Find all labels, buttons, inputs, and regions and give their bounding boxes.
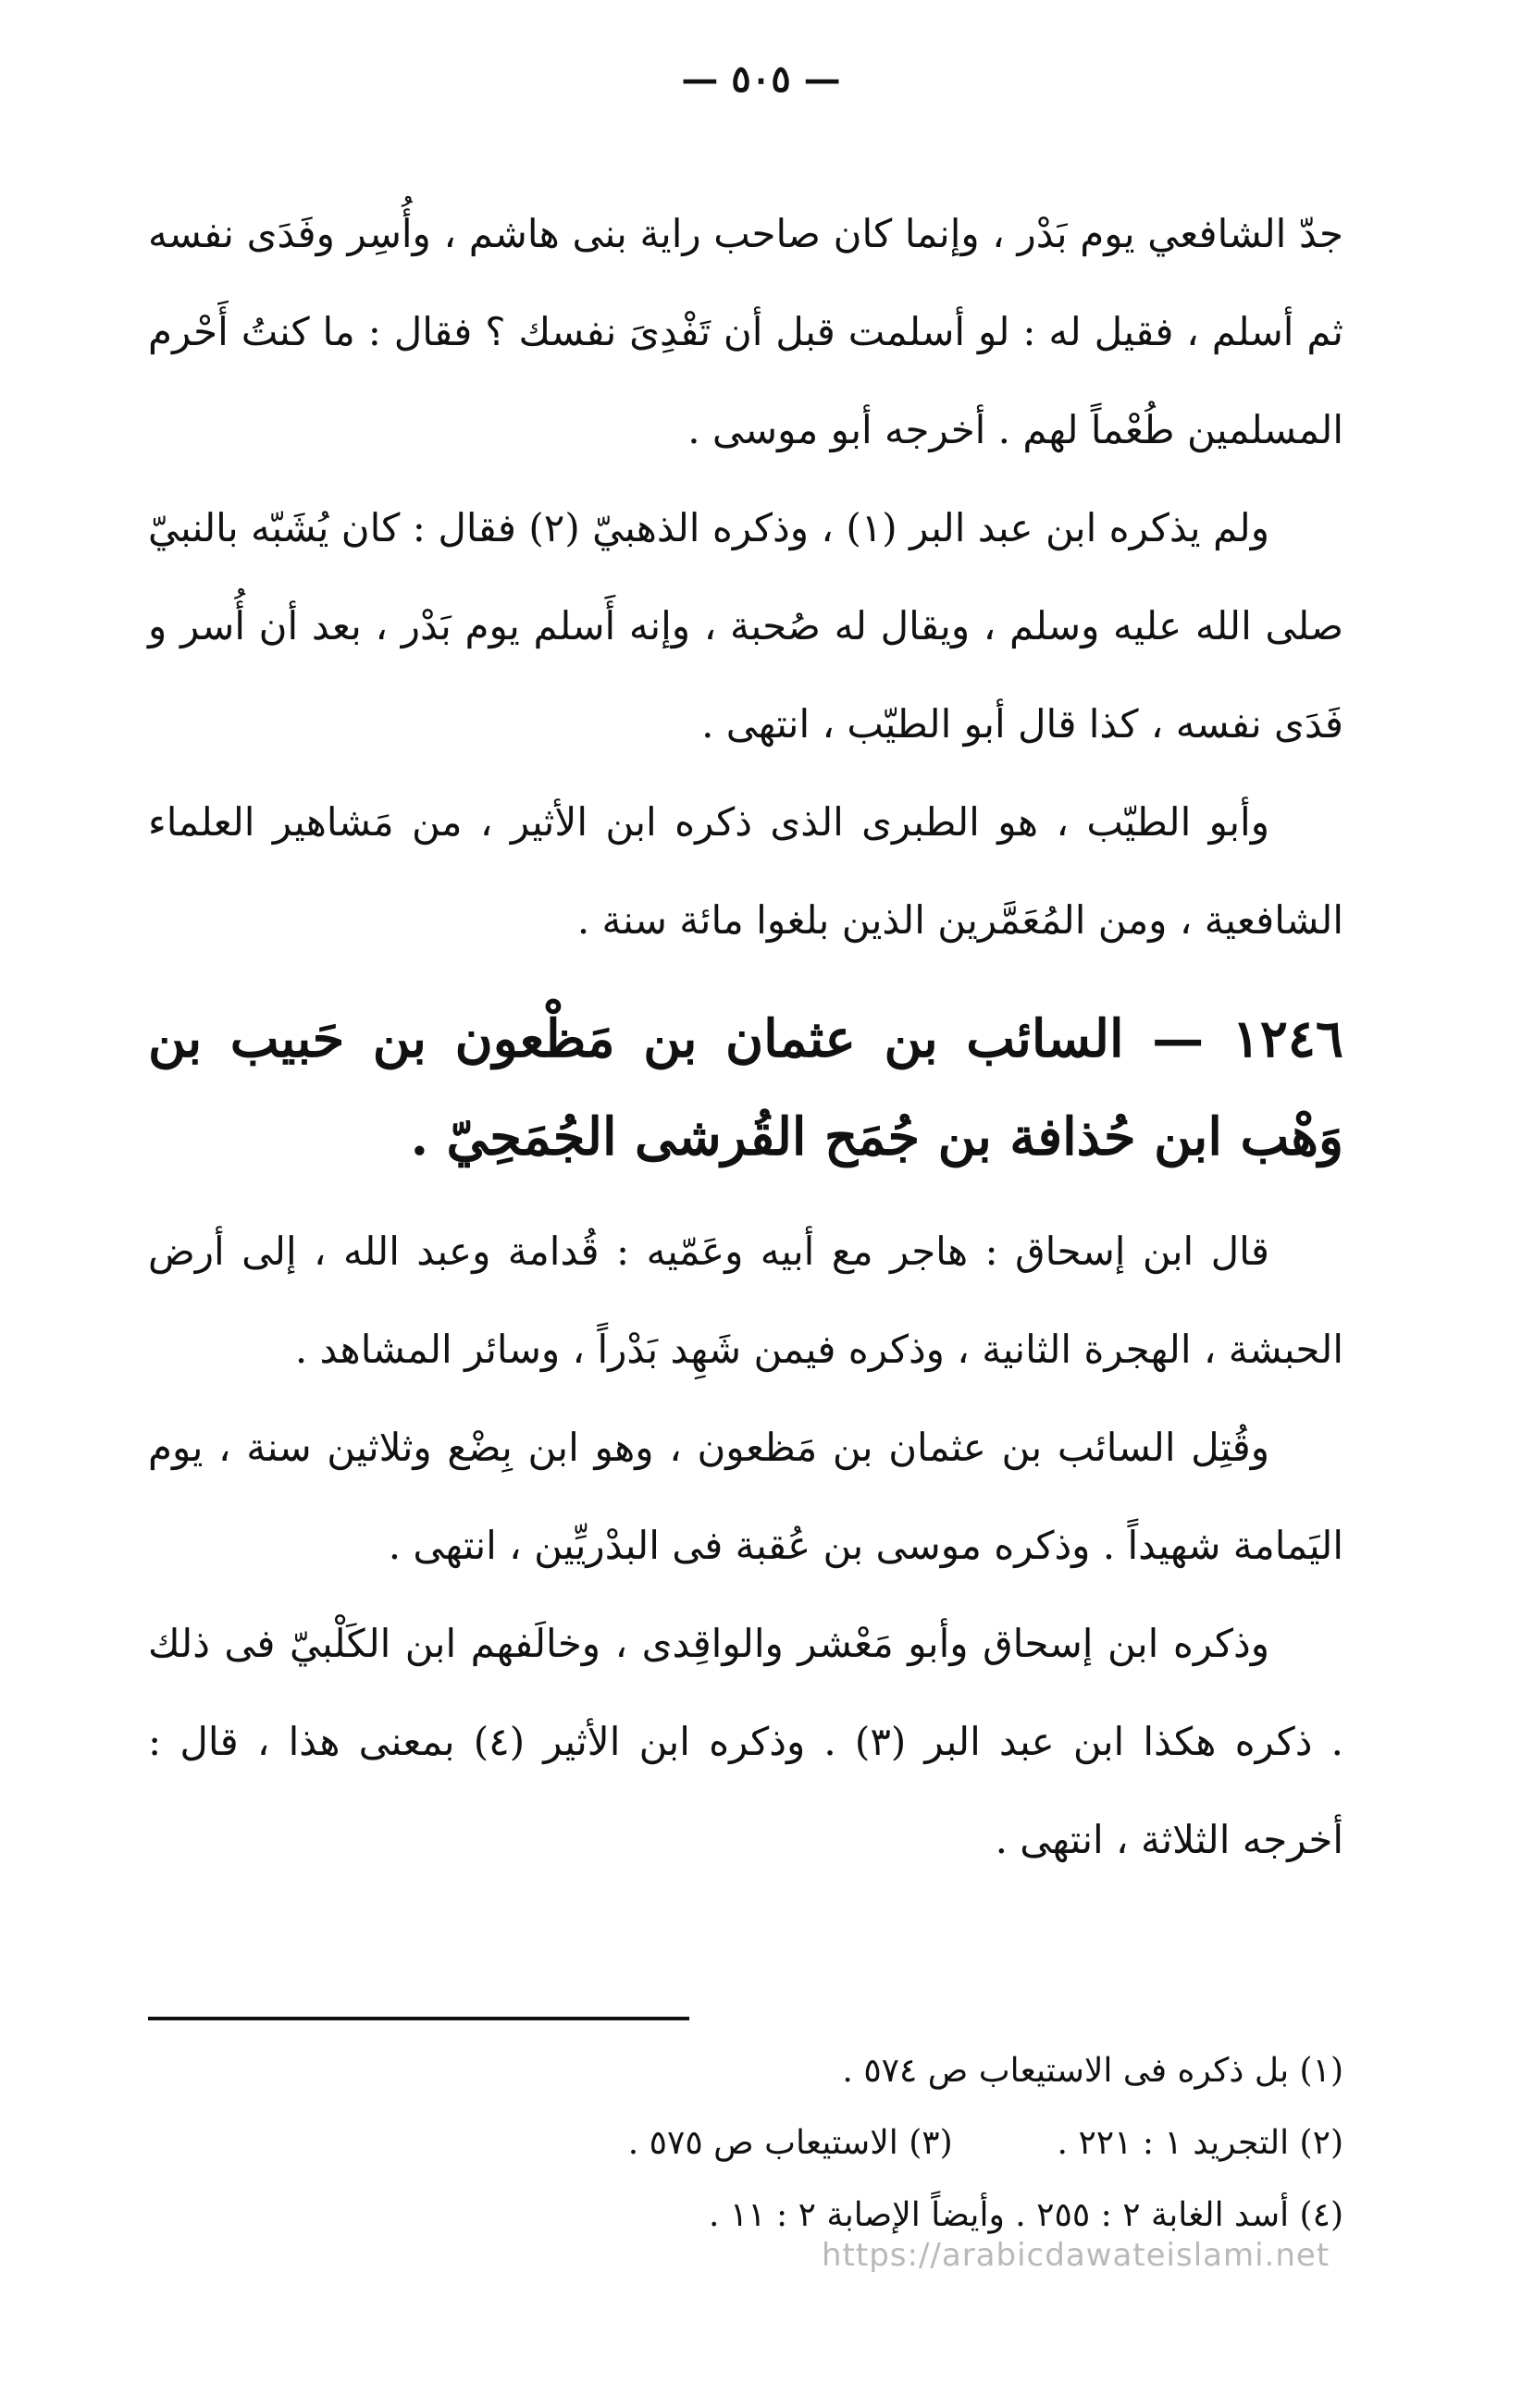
- footnote-3: (٣) الاستيعاب ص ٥٧٥ .: [627, 2124, 953, 2162]
- paragraph-3: وأبو الطيّب ، هو الطبرى الذى ذكره ابن الأثير ، من مَشاهير العلماء الشافعية ، ومن المُعَمَّرين الذين بلغوا مائة سنة .: [148, 799, 1343, 943]
- entry-paragraph-1: قال ابن إسحاق : هاجر مع أبيه وعَمّيه : قُدامة وعبد الله ، إلى أرض الحبشة ، الهجرة الثانية ، وذكره فيمن شَهِد بَدْراً ، وسائر المشاهد .: [148, 1229, 1343, 1372]
- paragraph-1: جدّ الشافعي يوم بَدْر ، وإنما كان صاحب راية بنى هاشم ، وأُسِر وفَدَى نفسه ثم أسلم ، فقيل له : لو أسلمت قبل أن تَفْدِىَ نفسك ؟ فقال : ما كنتُ أَحْرم المسلمين طُعْماً لهم . أخرجه أبو موسى .: [148, 211, 1343, 452]
- watermark-url: https://arabicdawateislami.net: [822, 2237, 1330, 2274]
- footnotes: [148, 2035, 1343, 2252]
- entry-paragraph-3: وذكره ابن إسحاق وأبو مَعْشر والواقِدى ، وخالَفهم ابن الكَلْبيّ فى ذلك . ذكره هكذا ابن عبد البر (٣) . وذكره ابن الأثير (٤) بمعنى هذا ، قال : أخرجه الثلاثة ، انتهى .: [148, 1621, 1343, 1862]
- footnote-row-2-3: [148, 2107, 1343, 2180]
- footnote-1: (١) بل ذكره فى الاستيعاب ص ٥٧٤ .: [842, 2052, 1343, 2090]
- page-number: — ٥٠٥ —: [681, 57, 841, 101]
- main-text: [148, 185, 1343, 1889]
- entry-heading: ١٢٤٦ — السائب بن عثمان بن مَظْعون بن حَبيب بن وَهْب ابن حُذافة بن جُمَح القُرشى الجُمَحِيّ .: [148, 1008, 1343, 1167]
- footnote-4: (٤) أسد الغابة ٢ : ٢٥٥ . وأيضاً الإصابة ٢ : ١١ .: [709, 2196, 1343, 2234]
- footnote-2: (٢) التجريد ١ : ٢٢١ .: [1057, 2124, 1343, 2162]
- footnote-divider: [148, 2017, 689, 2020]
- entry-paragraph-2: وقُتِل السائب بن عثمان بن مَظعون ، وهو ابن بِضْع وثلاثين سنة ، يوم اليَمامة شهيداً . وذكره موسى بن عُقبة فى البدْريِّين ، انتهى .: [148, 1425, 1343, 1568]
- paragraph-2: ولم يذكره ابن عبد البر (١) ، وذكره الذهبيّ (٢) فقال : كان يُشَبّه بالنبيّ صلى الله عليه وسلم ، ويقال له صُحبة ، وإنه أَسلم يوم بَدْر ، بعد أن أُسر و فَدَى نفسه ، كذا قال أبو الطيّب ، انتهى .: [148, 505, 1343, 747]
